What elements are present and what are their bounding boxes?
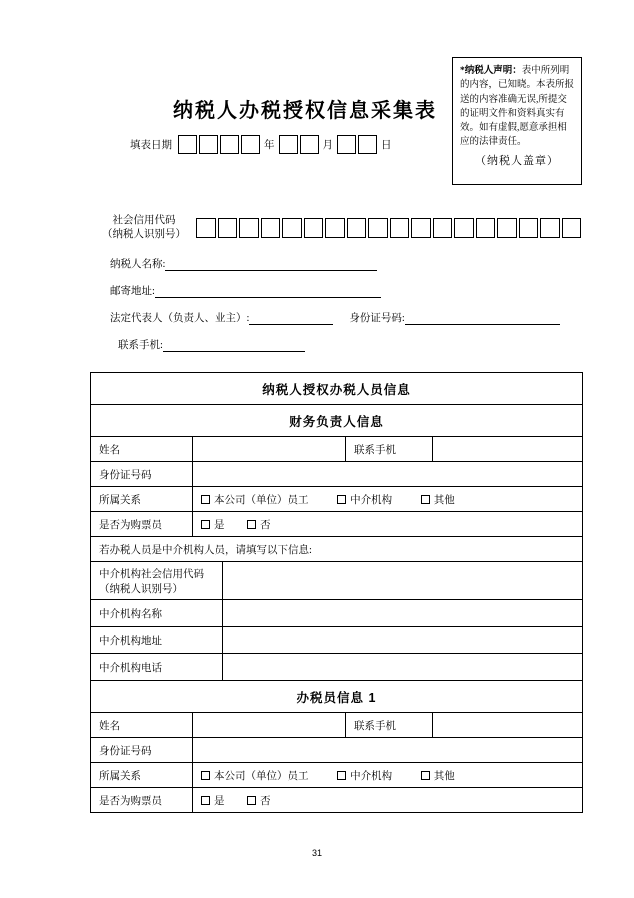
year-digit-box[interactable]: [241, 135, 260, 154]
mailing-address-row: [110, 283, 381, 298]
declaration-body: 表中所列明的内容，已知晓。本表所报送的内容准确无误,所提交的证明文件和资料真实有效。如有虚假,愿意承担相应的法律责任。: [460, 66, 575, 148]
year-digit-box[interactable]: [178, 135, 197, 154]
relationship-label: 所属关系: [91, 487, 193, 512]
checkbox-other-finance[interactable]: [421, 495, 430, 504]
table-title: 纳税人授权办税人员信息: [91, 373, 583, 405]
taxpayer-name-input-line[interactable]: [165, 258, 377, 271]
id-input-cell-finance[interactable]: [193, 462, 583, 487]
credit-code-digit-box[interactable]: [325, 218, 345, 238]
year-digit-box[interactable]: [199, 135, 218, 154]
fill-date-row: [130, 135, 396, 154]
relationship-option-label: 中介机构: [350, 770, 393, 782]
mobile-input-cell-clerk[interactable]: [433, 713, 583, 738]
fill-date-label: 填表日期: [130, 140, 172, 151]
mailing-address-input-line[interactable]: [155, 285, 381, 298]
name-label: 姓名: [91, 713, 193, 738]
intermediary-address-input-cell[interactable]: [223, 627, 583, 654]
mobile-label: 联系手机: [346, 437, 433, 462]
credit-code-digit-box[interactable]: [540, 218, 560, 238]
name-input-cell-clerk[interactable]: [193, 713, 346, 738]
checkbox-company-employee-clerk[interactable]: [201, 771, 210, 780]
yes-option-label: 是: [214, 519, 225, 531]
declaration-heading: *纳税人声明：: [460, 66, 522, 76]
credit-code-digit-box[interactable]: [368, 218, 388, 238]
ticket-buyer-label: 是否为购票员: [91, 788, 193, 813]
credit-code-digit-box[interactable]: [433, 218, 453, 238]
credit-code-digit-box[interactable]: [476, 218, 496, 238]
id-input-cell-clerk[interactable]: [193, 738, 583, 763]
credit-code-digit-box[interactable]: [282, 218, 302, 238]
relationship-option-label: 本公司（单位）员工: [214, 494, 309, 506]
day-unit-label: 日: [381, 140, 392, 151]
checkbox-intermediary-finance[interactable]: [337, 495, 346, 504]
credit-code-digit-box[interactable]: [454, 218, 474, 238]
checkbox-ticket-no-finance[interactable]: [247, 520, 256, 529]
relationship-options-finance: [193, 487, 583, 512]
month-digit-box[interactable]: [279, 135, 298, 154]
id-number-label: 身份证号码: [91, 462, 193, 487]
credit-code-digit-box[interactable]: [347, 218, 367, 238]
contact-mobile-row: [118, 337, 305, 352]
checkbox-other-clerk[interactable]: [421, 771, 430, 780]
legal-rep-input-line[interactable]: [249, 312, 333, 325]
credit-code-digit-box[interactable]: [497, 218, 517, 238]
relationship-option-label: 中介机构: [350, 494, 393, 506]
legal-rep-row: [110, 310, 560, 325]
relationship-options-clerk: [193, 763, 583, 788]
credit-code-digit-box[interactable]: [304, 218, 324, 238]
intermediary-phone-input-cell[interactable]: [223, 654, 583, 681]
taxpayer-name-label: 纳税人名称:: [110, 259, 166, 270]
intermediary-name-label: 中介机构名称: [91, 600, 223, 627]
checkbox-ticket-no-clerk[interactable]: [247, 796, 256, 805]
checkbox-company-employee-finance[interactable]: [201, 495, 210, 504]
mailing-address-label: 邮寄地址:: [110, 286, 155, 297]
finance-officer-section-title: 财务负责人信息: [91, 405, 583, 437]
month-digit-box[interactable]: [300, 135, 319, 154]
credit-code-digit-box[interactable]: [218, 218, 238, 238]
credit-code-digit-box[interactable]: [411, 218, 431, 238]
checkbox-intermediary-clerk[interactable]: [337, 771, 346, 780]
intermediary-note: 若办税人员是中介机构人员，请填写以下信息:: [91, 537, 583, 562]
credit-code-digit-box[interactable]: [562, 218, 582, 238]
id-number-label: 身份证号码:: [349, 313, 405, 324]
name-label: 姓名: [91, 437, 193, 462]
credit-code-label: 社会信用代码 （纳税人识别号）: [102, 215, 186, 241]
ticket-buyer-options-finance: [193, 512, 583, 537]
tax-clerk-section-title: 办税员信息 1: [91, 681, 583, 713]
no-option-label: 否: [260, 795, 271, 807]
ticket-buyer-options-clerk: [193, 788, 583, 813]
relationship-option-label: 其他: [433, 494, 455, 506]
contact-mobile-input-line[interactable]: [163, 339, 305, 352]
no-option-label: 否: [260, 519, 271, 531]
credit-code-row: [95, 214, 583, 242]
authorized-personnel-table: [90, 372, 583, 813]
checkbox-ticket-yes-clerk[interactable]: [201, 796, 210, 805]
relationship-label: 所属关系: [91, 763, 193, 788]
credit-code-digit-box[interactable]: [519, 218, 539, 238]
credit-code-digit-box[interactable]: [196, 218, 216, 238]
intermediary-address-label: 中介机构地址: [91, 627, 223, 654]
month-unit-label: 月: [322, 140, 333, 151]
credit-code-digit-box[interactable]: [239, 218, 259, 238]
day-digit-box[interactable]: [337, 135, 356, 154]
credit-code-boxes: [196, 218, 583, 238]
credit-code-digit-box[interactable]: [390, 218, 410, 238]
mobile-label: 联系手机: [346, 713, 433, 738]
mobile-input-cell-finance[interactable]: [433, 437, 583, 462]
intermediary-name-input-cell[interactable]: [223, 600, 583, 627]
day-digit-box[interactable]: [358, 135, 377, 154]
year-digit-box[interactable]: [220, 135, 239, 154]
intermediary-code-input-cell[interactable]: [223, 562, 583, 600]
page-title: 纳税人办税授权信息采集表: [173, 100, 437, 122]
yes-option-label: 是: [214, 795, 225, 807]
contact-mobile-label: 联系手机:: [118, 340, 163, 351]
id-number-label: 身份证号码: [91, 738, 193, 763]
id-number-input-line[interactable]: [405, 312, 560, 325]
ticket-buyer-label: 是否为购票员: [91, 512, 193, 537]
name-input-cell-finance[interactable]: [193, 437, 346, 462]
relationship-option-label: 本公司（单位）员工: [214, 770, 309, 782]
year-unit-label: 年: [264, 140, 275, 151]
legal-rep-label: 法定代表人（负责人、业主）:: [110, 313, 250, 324]
relationship-option-label: 其他: [433, 770, 455, 782]
intermediary-phone-label: 中介机构电话: [91, 654, 223, 681]
checkbox-ticket-yes-finance[interactable]: [201, 520, 210, 529]
intermediary-code-label: 中介机构社会信用代码（纳税人识别号）: [91, 562, 223, 600]
page-number: 31: [311, 848, 322, 858]
credit-code-digit-box[interactable]: [261, 218, 281, 238]
taxpayer-name-row: [110, 256, 377, 271]
taxpayer-seal-label: （纳税人盖章）: [475, 154, 559, 167]
